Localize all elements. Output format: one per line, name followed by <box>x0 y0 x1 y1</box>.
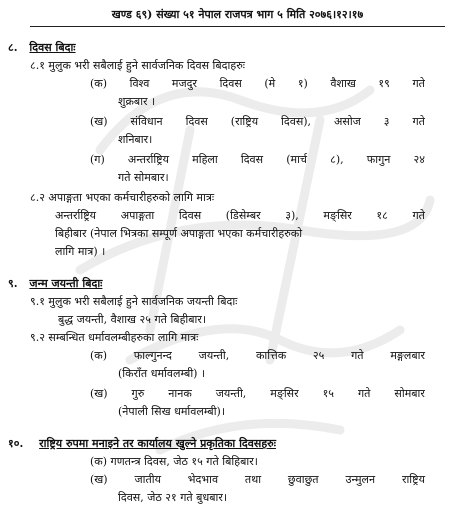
word: गते <box>412 115 425 128</box>
section-title: दिवस बिदाः <box>29 41 76 54</box>
word: फाल्गुनन्द <box>133 349 172 362</box>
word: नानक <box>168 387 192 400</box>
word: भेदभाव <box>187 473 219 486</box>
subsection-8-2-intro: ८.२ अपाङ्गता भएका कर्मचारीहरुको लागि मात्रः <box>30 191 215 204</box>
item-10-kha <box>90 472 425 487</box>
word: उन्मुलन <box>345 473 376 486</box>
word: दिवस <box>219 77 242 90</box>
word: (मे <box>264 77 276 90</box>
word: (क) <box>90 77 108 90</box>
word: जयन्ती, <box>215 387 247 400</box>
subsection-8-2-line: लागि मात्र) । <box>55 245 106 258</box>
word: फागुन <box>366 153 391 166</box>
item-9-2-ka <box>90 348 425 363</box>
word: ८), <box>330 153 344 166</box>
item-8-1-ga <box>90 152 425 167</box>
item-10-ka: (क) गणतन्त्र दिवस, जेठ १५ गते बिहिबार। <box>90 455 258 468</box>
word: कात्तिक <box>255 349 287 362</box>
word: गुरु <box>131 387 145 400</box>
item-8-1-ka-cont: शुक्रबार । <box>118 95 156 108</box>
subsection-9-1-intro: ९.१ मुलुक भरी सबैलाई हुने सार्वजनिक जयन्ती बिदाः <box>30 295 238 308</box>
word: (राष्ट्रिय <box>230 115 259 128</box>
item-8-1-ka <box>90 76 425 91</box>
subsection-8-1-intro: ८.१ मुलुक भरी सबैलाई हुने सार्वजनिक दिवस बिदाहरुः <box>30 59 246 72</box>
word: ३ <box>383 115 390 128</box>
item-9-2-kha-cont: (नेपाली सिख धर्मावलम्बी)। <box>118 405 226 418</box>
item-9-2-kha <box>90 386 425 401</box>
section-10-heading <box>8 436 276 451</box>
word: मङ्गलबार <box>390 349 425 362</box>
watermark-seal <box>40 30 440 500</box>
section-title: राष्ट्रिय रुपमा मनाइने तर कार्यालय खुल्ने प्रकृतिका दिवसहरुः <box>39 437 276 450</box>
word: (ख) <box>90 473 108 486</box>
word: २४ <box>413 153 425 166</box>
word: १९ <box>378 77 390 90</box>
item-9-2-ka-cont: (किराँत धर्मावलम्बी) । <box>118 367 206 380</box>
word: १५ <box>322 387 335 400</box>
subsection-8-2-line: बिहीबार (नेपाल भित्रका सम्पूर्ण अपाङ्गता भएका कर्मचारीहरुको <box>55 227 303 240</box>
word: दिवस), <box>281 115 312 128</box>
word: वैशाख <box>330 77 356 90</box>
section-number: १०. <box>8 437 24 450</box>
word: अपाङ्गता <box>120 209 155 222</box>
word: दिवस <box>240 153 264 166</box>
word: संविधान <box>130 115 163 128</box>
item-10-kha-cont: दिवस, जेठ २१ गते बुधबार। <box>118 491 228 504</box>
word: (डिसेम्बर <box>225 209 261 222</box>
word: अन्तर्राष्ट्रिय <box>55 209 97 222</box>
word: असोज <box>333 115 361 128</box>
section-number: ८. <box>8 41 18 54</box>
item-8-1-kha <box>90 114 425 129</box>
item-8-1-kha-cont: शनिबार। <box>118 133 153 146</box>
word: (मार्च <box>286 153 307 166</box>
word: तथा <box>244 473 262 486</box>
section-number: ९. <box>8 277 18 290</box>
page-header: खण्ड ६९) संख्या ५१ नेपाल राजपत्र भाग ५ मिति २०७६।१२।१७ <box>30 4 445 27</box>
word: महिला <box>192 153 218 166</box>
word: (ग) <box>90 153 105 166</box>
word: ३), <box>285 209 299 222</box>
word: गते <box>357 387 371 400</box>
word: गते <box>351 349 364 362</box>
word: दिवस <box>185 115 208 128</box>
word: अन्तर्राष्ट्रिय <box>127 153 169 166</box>
section-8-heading <box>8 40 76 55</box>
word: सोमबार <box>394 387 425 400</box>
word: विश्व <box>129 77 150 90</box>
word: मजदुर <box>171 77 198 90</box>
word: दिवस <box>178 209 202 222</box>
word: (ख) <box>90 387 108 400</box>
word: १८ <box>376 209 388 222</box>
word: १) <box>297 77 308 90</box>
word: मङ्सिर <box>270 387 299 400</box>
subsection-9-2-intro: ९.२ सम्बन्धित धर्मावलम्बीहरुका लागि मात्रः <box>30 331 199 344</box>
section-title: जन्म जयन्ती बिदाः <box>29 277 103 290</box>
word: जातीय <box>134 473 161 486</box>
word: (ख) <box>90 115 108 128</box>
subsection-9-1-line: बुद्ध जयन्ती, वैशाख २५ गते बिहीबार। <box>58 313 207 326</box>
subsection-8-2-line <box>55 208 425 223</box>
word: गते <box>412 209 425 222</box>
word: (क) <box>90 349 108 362</box>
word: मङ्सिर <box>323 209 352 222</box>
word: गते <box>412 77 425 90</box>
section-9-heading <box>8 276 102 291</box>
word: जयन्ती, <box>198 349 230 362</box>
word: छुवाछुत <box>287 473 319 486</box>
item-8-1-ga-cont: गते सोमबार। <box>118 171 169 184</box>
word: २५ <box>312 349 325 362</box>
word: राष्ट्रिय <box>401 473 425 486</box>
